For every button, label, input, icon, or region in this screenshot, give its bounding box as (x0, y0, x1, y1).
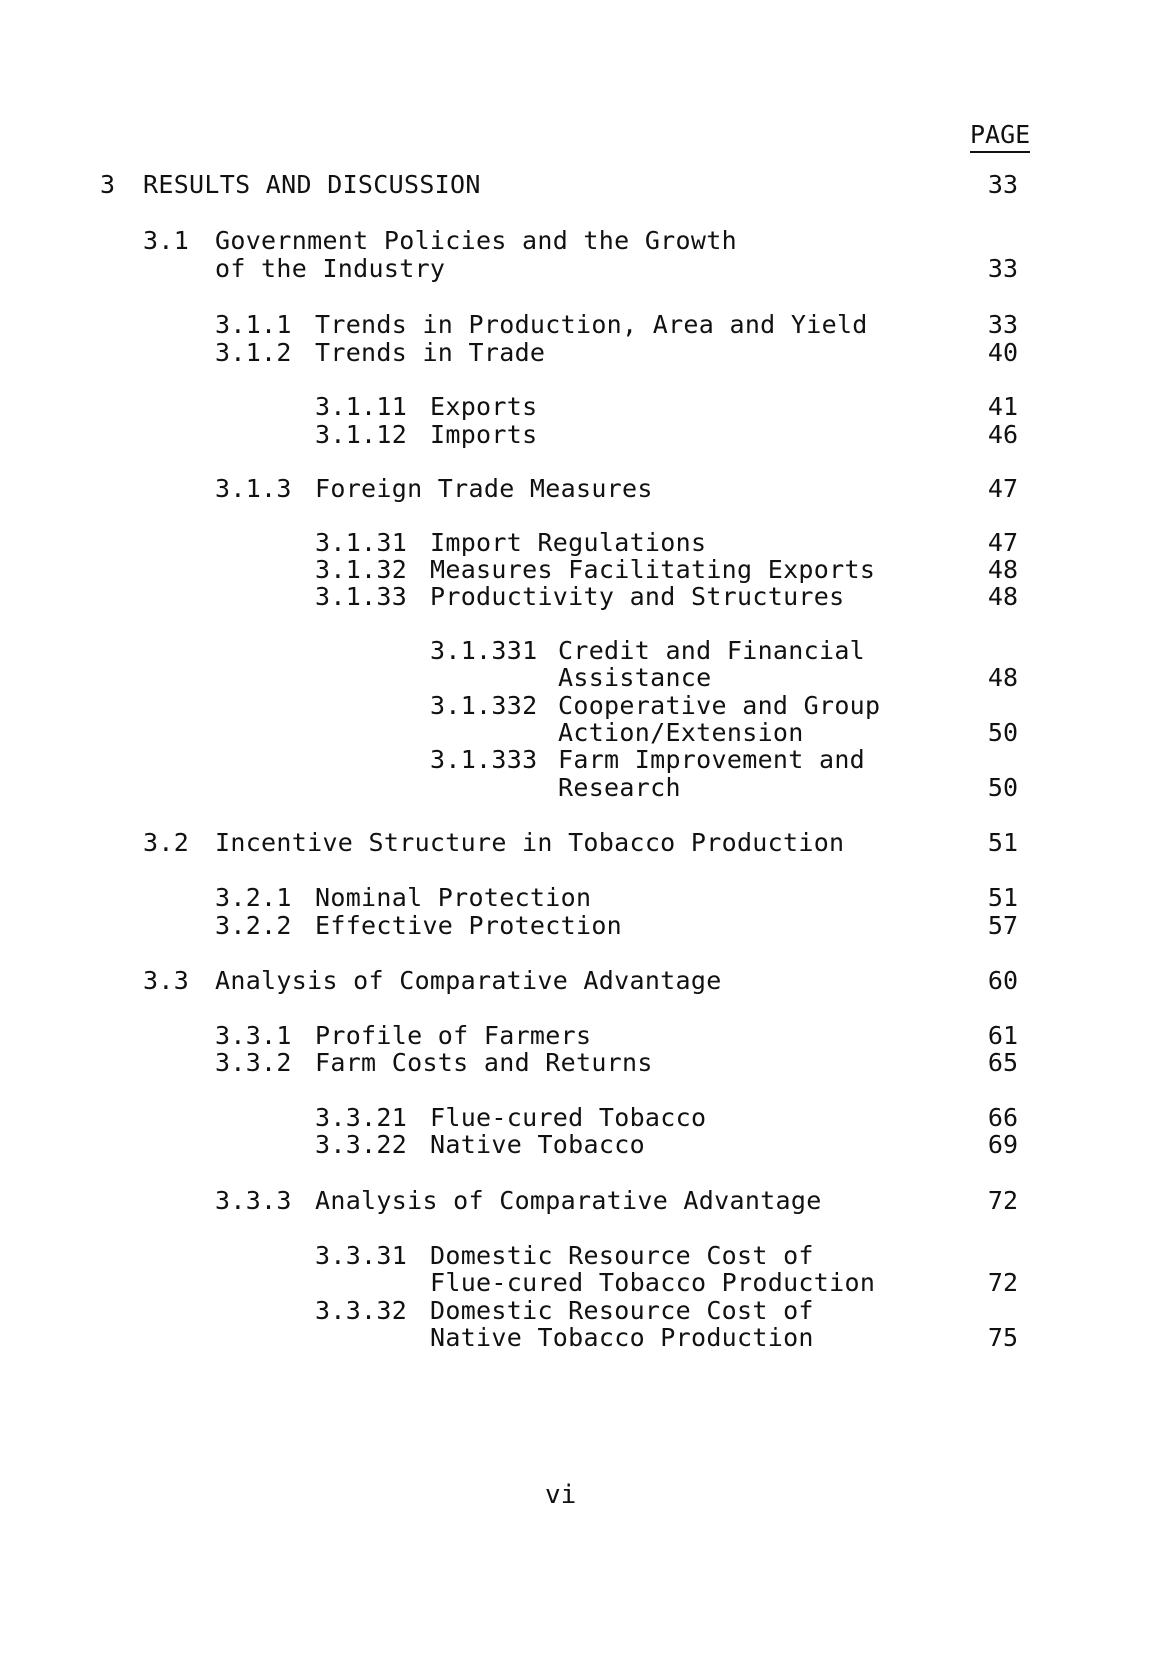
toc-number: 3.1.33 (315, 582, 408, 611)
toc-title: RESULTS AND DISCUSSION (143, 170, 481, 199)
toc-page: 50 (987, 773, 1018, 802)
toc-page: 33 (987, 254, 1018, 283)
toc-page: 47 (987, 474, 1018, 503)
toc-title: Flue-cured Tobacco (430, 1103, 707, 1132)
toc-title-continued: Research (558, 773, 681, 802)
toc-title: Domestic Resource Cost of (430, 1296, 814, 1325)
toc-page: 47 (987, 528, 1018, 557)
toc-number: 3.1.11 (315, 392, 408, 421)
toc-title: Cooperative and Group (558, 691, 881, 720)
toc-title: Effective Protection (315, 911, 623, 940)
toc-title-continued: Flue-cured Tobacco Production (430, 1268, 876, 1297)
toc-page: 69 (987, 1130, 1018, 1159)
toc-number: 3.3.21 (315, 1103, 408, 1132)
toc-page: 48 (987, 582, 1018, 611)
toc-page: 46 (987, 420, 1018, 449)
toc-number: 3.3.3 (215, 1186, 292, 1215)
toc-number: 3.3.2 (215, 1048, 292, 1077)
toc-page: 75 (987, 1323, 1018, 1352)
toc-page: 61 (987, 1021, 1018, 1050)
toc-page: 57 (987, 911, 1018, 940)
toc-page: 41 (987, 392, 1018, 421)
toc-number: 3.1.331 (430, 636, 538, 665)
toc-number: 3.1.2 (215, 338, 292, 367)
toc-page: 51 (987, 883, 1018, 912)
toc-title: Foreign Trade Measures (315, 474, 653, 503)
toc-number: 3.1.32 (315, 555, 408, 584)
toc-title-continued: Action/Extension (558, 718, 804, 747)
toc-title-continued: Native Tobacco Production (430, 1323, 814, 1352)
toc-title: Analysis of Comparative Advantage (215, 966, 722, 995)
toc-title: Import Regulations (430, 528, 707, 557)
toc-number: 3 (100, 170, 116, 199)
toc-title: Profile of Farmers (315, 1021, 592, 1050)
toc-page: 33 (987, 170, 1018, 199)
toc-number: 3.1.31 (315, 528, 408, 557)
toc-title: Native Tobacco (430, 1130, 645, 1159)
toc-title: Domestic Resource Cost of (430, 1241, 814, 1270)
toc-page: 48 (987, 663, 1018, 692)
toc-title: Trends in Production, Area and Yield (315, 310, 868, 339)
toc-page: 66 (987, 1103, 1018, 1132)
toc-page: 48 (987, 555, 1018, 584)
toc-page: 60 (987, 966, 1018, 995)
toc-title: Productivity and Structures (430, 582, 845, 611)
toc-number: 3.3.1 (215, 1021, 292, 1050)
toc-page: 50 (987, 718, 1018, 747)
toc-number: 3.1.1 (215, 310, 292, 339)
toc-title: Exports (430, 392, 538, 421)
toc-number: 3.1.333 (430, 745, 538, 774)
toc-number: 3.3 (143, 966, 190, 995)
toc-title: Nominal Protection (315, 883, 592, 912)
toc-title-continued: of the Industry (215, 254, 446, 283)
toc-page: 72 (987, 1268, 1018, 1297)
page-column-header: PAGE (970, 120, 1030, 153)
toc-number: 3.3.32 (315, 1296, 408, 1325)
toc-number: 3.2.1 (215, 883, 292, 912)
toc-number: 3.1.332 (430, 691, 538, 720)
toc-number: 3.3.22 (315, 1130, 408, 1159)
toc-page: 40 (987, 338, 1018, 367)
toc-title: Analysis of Comparative Advantage (315, 1186, 822, 1215)
toc-number: 3.1 (143, 226, 190, 255)
toc-title: Farm Improvement and (558, 745, 866, 774)
toc-number: 3.1.3 (215, 474, 292, 503)
toc-page: 33 (987, 310, 1018, 339)
toc-number: 3.1.12 (315, 420, 408, 449)
toc-title: Incentive Structure in Tobacco Production (215, 828, 845, 857)
toc-title: Credit and Financial (558, 636, 866, 665)
toc-title: Farm Costs and Returns (315, 1048, 653, 1077)
toc-title-continued: Assistance (558, 663, 712, 692)
toc-number: 3.3.31 (315, 1241, 408, 1270)
toc-title: Measures Facilitating Exports (430, 555, 876, 584)
toc-number: 3.2 (143, 828, 190, 857)
toc-page: 51 (987, 828, 1018, 857)
page-folio: vi (545, 1480, 577, 1510)
toc-title: Government Policies and the Growth (215, 226, 737, 255)
toc-title: Imports (430, 420, 538, 449)
toc-page: 65 (987, 1048, 1018, 1077)
toc-number: 3.2.2 (215, 911, 292, 940)
toc-title: Trends in Trade (315, 338, 546, 367)
toc-page: 72 (987, 1186, 1018, 1215)
